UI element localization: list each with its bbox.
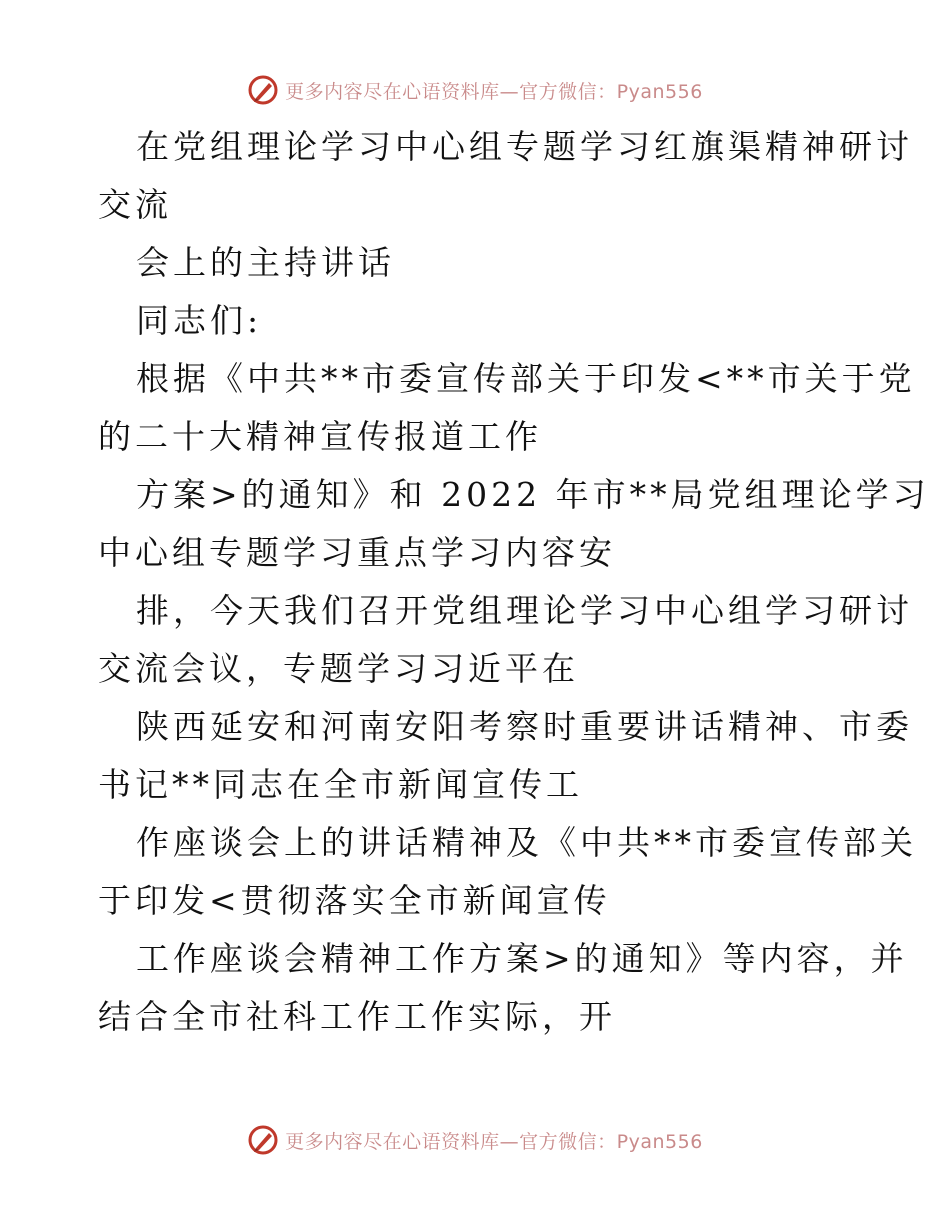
- header-banner-text: 更多内容尽在心语资料库—官方微信：Pyan556: [285, 80, 703, 103]
- header-banner: [0, 70, 950, 110]
- paragraph-line: 的二十大精神宣传报道工作: [98, 417, 542, 456]
- footer-banner: [0, 1120, 950, 1160]
- pen-logo-icon: [247, 1124, 279, 1156]
- paragraph-line: 作座谈会上的讲话精神及《中共**市委宣传部关: [136, 823, 917, 862]
- paragraph-line: 结合全市社科工作工作实际，开: [98, 997, 616, 1036]
- title-line-1: 在党组理论学习中心组专题学习红旗渠精神研讨: [136, 127, 913, 166]
- paragraph-line: 中心组专题学习重点学习内容安: [98, 533, 616, 572]
- paragraph-line: 于印发<贯彻落实全市新闻宣传: [98, 881, 611, 920]
- paragraph-line: 排，今天我们召开党组理论学习中心组学习研讨: [136, 591, 913, 630]
- paragraph-line: 根据《中共**市委宣传部关于印发<**市关于党: [136, 359, 916, 398]
- paragraph-line: 工作座谈会精神工作方案>的通知》等内容，并: [136, 939, 908, 978]
- title-line-3: 会上的主持讲话: [136, 243, 395, 282]
- pen-logo-icon: [247, 74, 279, 106]
- greeting-line: 同志们:: [136, 301, 263, 340]
- footer-banner-text: 更多内容尽在心语资料库—官方微信：Pyan556: [285, 1130, 703, 1153]
- paragraph-line: 方案>的通知》和 2022 年市**局党组理论学习: [136, 475, 930, 514]
- title-line-2: 交流: [98, 185, 172, 224]
- paragraph-line: 交流会议，专题学习习近平在: [98, 649, 579, 688]
- document-body: [98, 118, 930, 1046]
- paragraph-line: 书记**同志在全市新闻宣传工: [98, 765, 583, 804]
- paragraph-line: 陕西延安和河南安阳考察时重要讲话精神、市委: [136, 707, 913, 746]
